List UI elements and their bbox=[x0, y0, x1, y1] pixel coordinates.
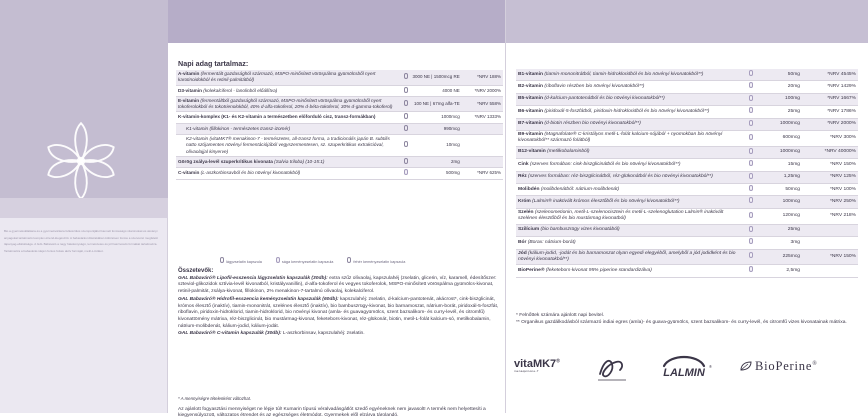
bioperine-leaf-icon bbox=[740, 361, 752, 371]
vitamin-name bbox=[516, 196, 744, 208]
vitamin-label: B12-vitamin bbox=[518, 149, 546, 155]
vitamin-desc: (Lalmin® inaktivált krómos élesztőből és bio növényi kivonatokból**) bbox=[530, 198, 680, 204]
nutrient-nrv: *NRV 625% bbox=[462, 168, 503, 179]
vitamin-nrv: *NRV 150% bbox=[802, 159, 858, 171]
vitamin-nrv: *NRV 300% bbox=[802, 131, 858, 147]
side-panel bbox=[0, 0, 168, 413]
vitamin-row bbox=[516, 237, 858, 249]
capsule-legend bbox=[220, 257, 490, 264]
side-panel-strip bbox=[0, 198, 168, 218]
vitamk7-logo: vitaMK7® menaquinone-7 bbox=[514, 358, 560, 373]
vitamin-nrv: *NRV 1786% bbox=[802, 106, 858, 118]
capsule-icon bbox=[749, 82, 753, 88]
vitamin-nrv bbox=[802, 265, 858, 277]
capsule-cell bbox=[744, 184, 758, 196]
capsule-icon bbox=[749, 120, 753, 126]
capsule-cell bbox=[744, 265, 758, 277]
vitamin-nrv bbox=[802, 237, 858, 249]
vitamin-label: Molibdén bbox=[518, 186, 540, 192]
capsule-cell bbox=[744, 93, 758, 105]
warning-text: Az ajánlott fogyasztási mennyiséget ne lépje túl! Kumarin típusú véralvadásgátlót szedő egyéneknek nem javasolt! A termék nem helyettesíti a kiegyensúlyozott, változatos étrendet és az egészséges életmódot. Gyermekek elől elzárva tárolandó. bbox=[178, 406, 486, 419]
nutrient-desc: (Salvia triloba) (10-15:1) bbox=[272, 158, 325, 164]
ingredient-softgel: GAL Babaváró® Lipofil-esszencia lágyzselatin kapszulák (30db): extra szűz olívaolaj, kapszulahéj (zselatin, glicerin, víz, karamell, édesítőszer: szteviol-glikozidok sztívia-levél kivonatból, kristályvanillin), d-alfa-tokoferol és vegyes tokoferolok, MSPO-minősített vöröspálma gyümölcs-kivonat, retinil-palmitát, zsálya-kivonat, fillokinon, 2% menakinon-7-tartalmú olívaolaj, kolekalciferol. bbox=[178, 275, 497, 295]
nutrient-name bbox=[176, 123, 401, 134]
vitamin-row bbox=[516, 249, 858, 265]
vitamin-nrv: *NRV 40000% bbox=[802, 146, 858, 158]
vitamin-name bbox=[516, 69, 744, 81]
nutrient-amount: 2mg bbox=[410, 156, 462, 167]
capsule-icon bbox=[749, 185, 753, 191]
front-panel bbox=[168, 43, 505, 419]
nutrient-label: C-vitamin bbox=[178, 170, 200, 176]
vitamin-name bbox=[516, 159, 744, 171]
nutrient-amount: 990mcg bbox=[410, 123, 462, 134]
vitamin-name bbox=[516, 146, 744, 158]
vitamin-nrv: *NRV 1429% bbox=[802, 81, 858, 93]
capsule-cell bbox=[744, 224, 758, 236]
nutrient-amount: 100 NE | 67mg alfa-TE bbox=[410, 96, 462, 112]
vitamin-name bbox=[516, 249, 744, 265]
nutrient-row bbox=[176, 70, 503, 85]
capsule-icon bbox=[749, 95, 753, 101]
vitamin-amount: 100mcg bbox=[758, 196, 802, 208]
vitamin-label: Bór bbox=[518, 239, 527, 245]
front-top-band bbox=[168, 0, 505, 43]
footnote-organic: ** Organikus gazdálkodásból származó indiai egres (amla)- és guava-gyümölcs, szent bazsalikom- és curry-levél, és citromfű vizes kivonatainak mátrixa. bbox=[516, 320, 847, 325]
capsule-icon bbox=[749, 226, 753, 232]
capsule-icon bbox=[749, 266, 753, 272]
vitamin-name bbox=[516, 208, 744, 224]
vitamin-name bbox=[516, 118, 744, 130]
nutrient-label: A-vitamin bbox=[178, 71, 200, 76]
nutrient-nrv: *NRV 188% bbox=[462, 70, 503, 85]
vitamin-row bbox=[516, 265, 858, 277]
variation-footnote: * A mennyiségre tételenként változhat. bbox=[178, 396, 252, 401]
vitamin-amount: 120mcg bbox=[758, 208, 802, 224]
nutrient-table bbox=[176, 70, 503, 180]
capsule-cell bbox=[744, 171, 758, 183]
capsule-cell bbox=[744, 196, 758, 208]
nutrient-row bbox=[176, 96, 503, 112]
nutrient-desc: K1-vitamin (fillokinon - természetes transz-izomér) bbox=[186, 125, 291, 131]
vitamin-nrv bbox=[802, 224, 858, 236]
vitamin-desc: (d-biotin részben bio növényi kivonatokból**) bbox=[543, 121, 641, 127]
vitamin-amount: 50mcg bbox=[758, 184, 802, 196]
capsule-icon bbox=[749, 197, 753, 203]
nutrient-nrv bbox=[462, 156, 503, 167]
vitamin-row bbox=[516, 196, 858, 208]
vitamin-label: Réz bbox=[518, 174, 527, 180]
vitamin-desc: (szelenometionin, metil-L-szelenocisztein és metil-L-szelenoglutation Lalmin® inaktivált szelénes élesztőből és bio mustármag kivonatból) bbox=[518, 209, 724, 222]
vitamin-amount: 1000mcg bbox=[758, 146, 802, 158]
vitamin-nrv: *NRV 150% bbox=[802, 249, 858, 265]
vitamin-row bbox=[516, 146, 858, 158]
ingredient-hydrophil: GAL Babaváró® Hidrofil-esszencia keményzselatin kapszulák (60db): kapszulahéj: zselatin, d-kalcium-pantotenát, akácrost*, cink-biszglicinát, krómos élesztő (inaktív), tiamin-mononitrát, szelénes élesztő (inaktív), bio bambuszrügy-kivonat, bio barnamoszat, nátrium-borát, piridoxál-5-foszfát, riboflavin, piridoxin-hidroklorid, tiamin-hidroklorid, bio növényi kivonat (amla- és guavagyümölcs, szent bazsalikom- és curry-levél, és citromfű) kivonattömény mátrixa, réz-biszglicinát, bio mustármag-kivonat, feketebors-kivonat, réz-glükonát, biotin, metil-L-folát kalcium-só, metilkobalamin, nátrium-molibdenát, kálium-jodid, kálium-jodát. bbox=[178, 296, 499, 329]
vitamin-label: BioPerine® bbox=[518, 267, 545, 273]
vitamin-label: B7-vitamin bbox=[518, 121, 544, 127]
vitamin-row bbox=[516, 93, 858, 105]
vitamin-desc: (szerves formában: réz-biszglicinátból, réz-glükonátból és bio növényi kivonatokból**) bbox=[526, 174, 713, 180]
capsule-icon bbox=[749, 134, 753, 140]
vitamin-label: B9-vitamin bbox=[518, 132, 544, 138]
vitamin-amount: 1000mcg bbox=[758, 118, 802, 130]
nutrient-row bbox=[176, 168, 503, 179]
vitamin-row bbox=[516, 224, 858, 236]
vitamin-table bbox=[516, 69, 858, 278]
vitamin-row bbox=[516, 131, 858, 147]
capsule-cell bbox=[401, 96, 410, 112]
vitamin-nrv: *NRV 250% bbox=[802, 196, 858, 208]
nutrient-nrv bbox=[462, 123, 503, 134]
capsule-cell bbox=[744, 81, 758, 93]
nutrient-row bbox=[176, 156, 503, 167]
ingredients-title: Összetevők: bbox=[178, 268, 214, 274]
capsule-cell bbox=[401, 135, 410, 157]
capsule-cell bbox=[744, 106, 758, 118]
nutrient-name bbox=[176, 70, 401, 85]
nutrient-label: D3-vitamin bbox=[178, 87, 202, 93]
capsule-cell bbox=[401, 123, 410, 134]
ingredient-vitamin-c: GAL Babaváró® C-vitamin kapszulák (30db): L-aszkorbinsav, kapszulahéj: zselatin. bbox=[178, 331, 365, 337]
capsule-cell bbox=[401, 70, 410, 85]
vitamin-nrv: *NRV 218% bbox=[802, 208, 858, 224]
vitamin-row bbox=[516, 159, 858, 171]
capsule-icon bbox=[749, 252, 753, 258]
vitamin-row bbox=[516, 118, 858, 130]
capsule-icon bbox=[749, 70, 753, 76]
vitamin-label: Jód bbox=[518, 250, 527, 256]
vitamin-amount: 25mg bbox=[758, 224, 802, 236]
capsule-cell bbox=[744, 249, 758, 265]
nutrient-desc: (fermentált gazdasághól származó, MSPO-minősített vöröspálma gyümölcsből nyert karotinoidokból és retinil-palmitátból) bbox=[178, 71, 376, 83]
vitamin-label: B1-vitamin bbox=[518, 71, 544, 77]
vitamin-desc: (riboflavin részben bio növényi kivonatokból**) bbox=[543, 83, 645, 89]
capsule-cell bbox=[401, 85, 410, 96]
capsule-cell bbox=[401, 112, 410, 123]
nutrient-label: Görög zsálya-levél szuperkritikus kivonata bbox=[178, 158, 273, 164]
side-panel-text: Bio a gyermekvállalásra és a gyermekvárásra felkészülés szempontjából kiemelt fontosságú vitaminokat és ásványi anyagokat tartalmazó komplex étrend-kiegészítő. A babavárás időszakában különösen fontos a szervezet megfelelő tápanyag-ellátottsága. A GAL Babaváró a nagy hatékonyságú, természetes és jól hasznosuló formákat tartalmazza. Tartalmazza a babavárás idején fontos folsav aktív formáját, metil-L-folátot. bbox=[4, 229, 158, 253]
softgel-capsule-icon bbox=[220, 257, 224, 263]
nutrient-row bbox=[176, 112, 503, 123]
capsule-icon bbox=[404, 100, 408, 106]
daily-dose-title: Napi adag tartalmaz: bbox=[178, 59, 249, 68]
capsule-icon bbox=[404, 158, 408, 164]
vitamin-amount: 20mg bbox=[758, 81, 802, 93]
vitamin-amount: 1,25mg bbox=[758, 171, 802, 183]
vitamin-label: Szilícium bbox=[518, 227, 540, 233]
vitamin-name bbox=[516, 93, 744, 105]
lalmin-logo-icon bbox=[656, 352, 712, 386]
vitamin-desc: (molibdenátból: nátrium-molibdenát) bbox=[539, 186, 620, 192]
nutrient-name bbox=[176, 156, 401, 167]
vitamin-name bbox=[516, 224, 744, 236]
capsule-cell bbox=[744, 208, 758, 224]
vitamin-desc: (tiamin-mononitrátból, tiamin-hidrokloridból és bio növényi kivonatokból**) bbox=[543, 71, 704, 77]
capsule-icon bbox=[404, 87, 408, 93]
nutrient-nrv: *NRV 558% bbox=[462, 96, 503, 112]
nutrient-label: E-vitamin bbox=[178, 97, 200, 103]
vitamin-label: B5-vitamin bbox=[518, 96, 544, 102]
svg-text:®: ® bbox=[709, 364, 712, 369]
white-capsule-icon bbox=[347, 257, 351, 263]
vitamin-name bbox=[516, 171, 744, 183]
vitamin-desc: (bio bambuszrügy vizes kivonatából) bbox=[539, 227, 620, 233]
nutrient-name bbox=[176, 112, 401, 123]
svg-text:LALMIN: LALMIN bbox=[663, 367, 705, 379]
vitamin-amount: 15mg bbox=[758, 159, 802, 171]
vitamin-amount: 600mcg bbox=[758, 131, 802, 147]
capsule-cell bbox=[744, 118, 758, 130]
vitamin-label: Cink bbox=[518, 161, 529, 167]
capsule-icon bbox=[749, 160, 753, 166]
vitamin-row bbox=[516, 184, 858, 196]
capsule-cell bbox=[744, 131, 758, 147]
vitamin-desc: (feketebors-kivonat 95% piperine standardizálva) bbox=[544, 267, 652, 273]
nutrient-name bbox=[176, 96, 401, 112]
vitamin-name bbox=[516, 131, 744, 147]
ingredients-section bbox=[178, 268, 500, 339]
vitamin-name bbox=[516, 237, 744, 249]
vitamin-nrv: *NRV 4545% bbox=[802, 69, 858, 81]
vitamin-amount: 50mg bbox=[758, 69, 802, 81]
nutrient-row bbox=[176, 123, 503, 134]
capsule-cell bbox=[744, 69, 758, 81]
nutrient-amount: 1000mcg bbox=[410, 112, 462, 123]
legend-item-soft: lágyzselatin kapszula bbox=[220, 257, 262, 264]
vitamin-amount: 3mg bbox=[758, 237, 802, 249]
capsule-cell bbox=[744, 237, 758, 249]
legend-item-white: fehér keményzselatin kapszula bbox=[347, 257, 405, 264]
right-top-band bbox=[506, 0, 868, 43]
vitamin-label: B2-vitamin bbox=[518, 83, 544, 89]
capsule-icon bbox=[749, 173, 753, 179]
nutrient-name bbox=[176, 135, 401, 157]
nutrient-desc: (kolekalciferol - lanolinból előállítva) bbox=[201, 87, 278, 93]
vitamin-desc: (metilkobalaminból) bbox=[545, 149, 590, 155]
nutrient-amount: 3000 NE | 1500mcg RE bbox=[410, 70, 462, 85]
hard-capsule-icon bbox=[276, 257, 280, 263]
nutrient-name bbox=[176, 168, 401, 179]
nutrient-name bbox=[176, 85, 401, 96]
vitamin-name bbox=[516, 81, 744, 93]
nutrient-amount: 500mg bbox=[410, 168, 462, 179]
vitamin-amount: 25mg bbox=[758, 106, 802, 118]
vitamin-name bbox=[516, 265, 744, 277]
nutrient-desc: (L-aszkorbinsavból és bio növényi kivonatokból) bbox=[199, 170, 301, 176]
vitamin-amount: 100mg bbox=[758, 93, 802, 105]
capsule-cell bbox=[401, 156, 410, 167]
logo-row bbox=[514, 350, 864, 390]
nutrient-desc: K2-vitamin (vitaMK7® menakinon-7 - természetes, all-transz forma, a tradicionális japán B. subtilis natto szójamentes növényi fermentációjából vegyszermentesen, sz. szuperkritikus extrakcióval, olívaolajjal kinyerve) bbox=[186, 136, 390, 154]
bioperine-logo: BioPerine® bbox=[740, 359, 818, 374]
vitamin-nrv: *NRV 100% bbox=[802, 184, 858, 196]
magnafolate-signature-logo-icon bbox=[594, 354, 630, 386]
vitamin-amount: 225mcg bbox=[758, 249, 802, 265]
vitamin-nrv: *NRV 125% bbox=[802, 171, 858, 183]
nutrient-nrv: *NRV 1333% bbox=[462, 112, 503, 123]
vitamin-amount: 2,5mg bbox=[758, 265, 802, 277]
warning-section bbox=[178, 396, 500, 420]
vitamin-nrv: *NRV 2000% bbox=[802, 118, 858, 130]
vitamin-desc: (kálium-jodid, -jodát és bio barnamoszat olyan egyedi elegyéből, amelyből a jód jodidként és bio növényi kivonatokból**) bbox=[518, 250, 736, 262]
vitamin-desc: (Magnafolate® C-kristályos metil-L-folát kalcium-sójából + nyomokban bio növényi kivonatokból** származó folátból) bbox=[518, 132, 723, 144]
vitamin-row bbox=[516, 171, 858, 183]
capsule-icon bbox=[404, 125, 408, 131]
flower-logo-icon bbox=[38, 118, 124, 204]
nutrient-amount: 10mcg bbox=[410, 135, 462, 157]
nutrient-row bbox=[176, 135, 503, 157]
vitamin-desc: (szerves formában: cink-biszglicinátból és bio növényi kivonatokból**) bbox=[528, 161, 681, 167]
capsule-cell bbox=[744, 146, 758, 158]
capsule-icon bbox=[749, 238, 753, 244]
nutrient-label: K-vitamin-komplex (K1- és K2-vitamin a természetben előforduló cisz, transz-formákban) bbox=[178, 114, 376, 120]
capsule-icon bbox=[404, 113, 408, 119]
vitamin-label: B6-vitamin bbox=[518, 108, 544, 114]
nutrient-desc: (fermentáltból gazdasághól származó, MSPO-minősített vöröspálma gyümölcsből nyert tokoferolokból és tokotrienolokból, 40% d-alfa-tokoferol, 20% d-béta-tokoferol, 30% d-gamma-tokoferol) bbox=[178, 97, 393, 110]
capsule-icon bbox=[749, 212, 753, 218]
vitamin-row bbox=[516, 208, 858, 224]
capsule-icon bbox=[404, 73, 408, 79]
vitamin-row bbox=[516, 69, 858, 81]
vitamin-name bbox=[516, 184, 744, 196]
capsule-icon bbox=[404, 169, 408, 175]
nutrient-amount: 4000 NE bbox=[410, 85, 462, 96]
vitamin-desc: (Borax: nátrium-borát) bbox=[526, 239, 576, 245]
vitamin-name bbox=[516, 106, 744, 118]
capsule-icon bbox=[404, 141, 408, 147]
vitamin-desc: (piridoxál-5-foszfátból, piridoxin-hidrokloridból és bio növényi kivonatokból**) bbox=[543, 108, 710, 114]
nutrient-nrv bbox=[462, 135, 503, 157]
capsule-icon bbox=[749, 148, 753, 154]
nutrient-row bbox=[176, 85, 503, 96]
capsule-icon bbox=[749, 107, 753, 113]
vitamin-row bbox=[516, 106, 858, 118]
vitamin-label: Szelén bbox=[518, 209, 534, 215]
right-footnotes bbox=[516, 312, 858, 326]
vitamin-label: Króm bbox=[518, 198, 531, 204]
capsule-cell bbox=[744, 159, 758, 171]
vitamin-desc: (d-kalcium-pantotenátból és bio növényi kivonatokból**) bbox=[543, 96, 665, 102]
footnote-nrv: * Felnőttek számára ajánlott napi bevitel. bbox=[516, 313, 605, 318]
vitamin-nrv: *NRV 1667% bbox=[802, 93, 858, 105]
nutrient-nrv: *NRV 2000% bbox=[462, 85, 503, 96]
box-right-face bbox=[505, 0, 867, 413]
vitamin-row bbox=[516, 81, 858, 93]
capsule-cell bbox=[401, 168, 410, 179]
legend-item-hard: sága keményzselatin kapszula bbox=[276, 257, 334, 264]
